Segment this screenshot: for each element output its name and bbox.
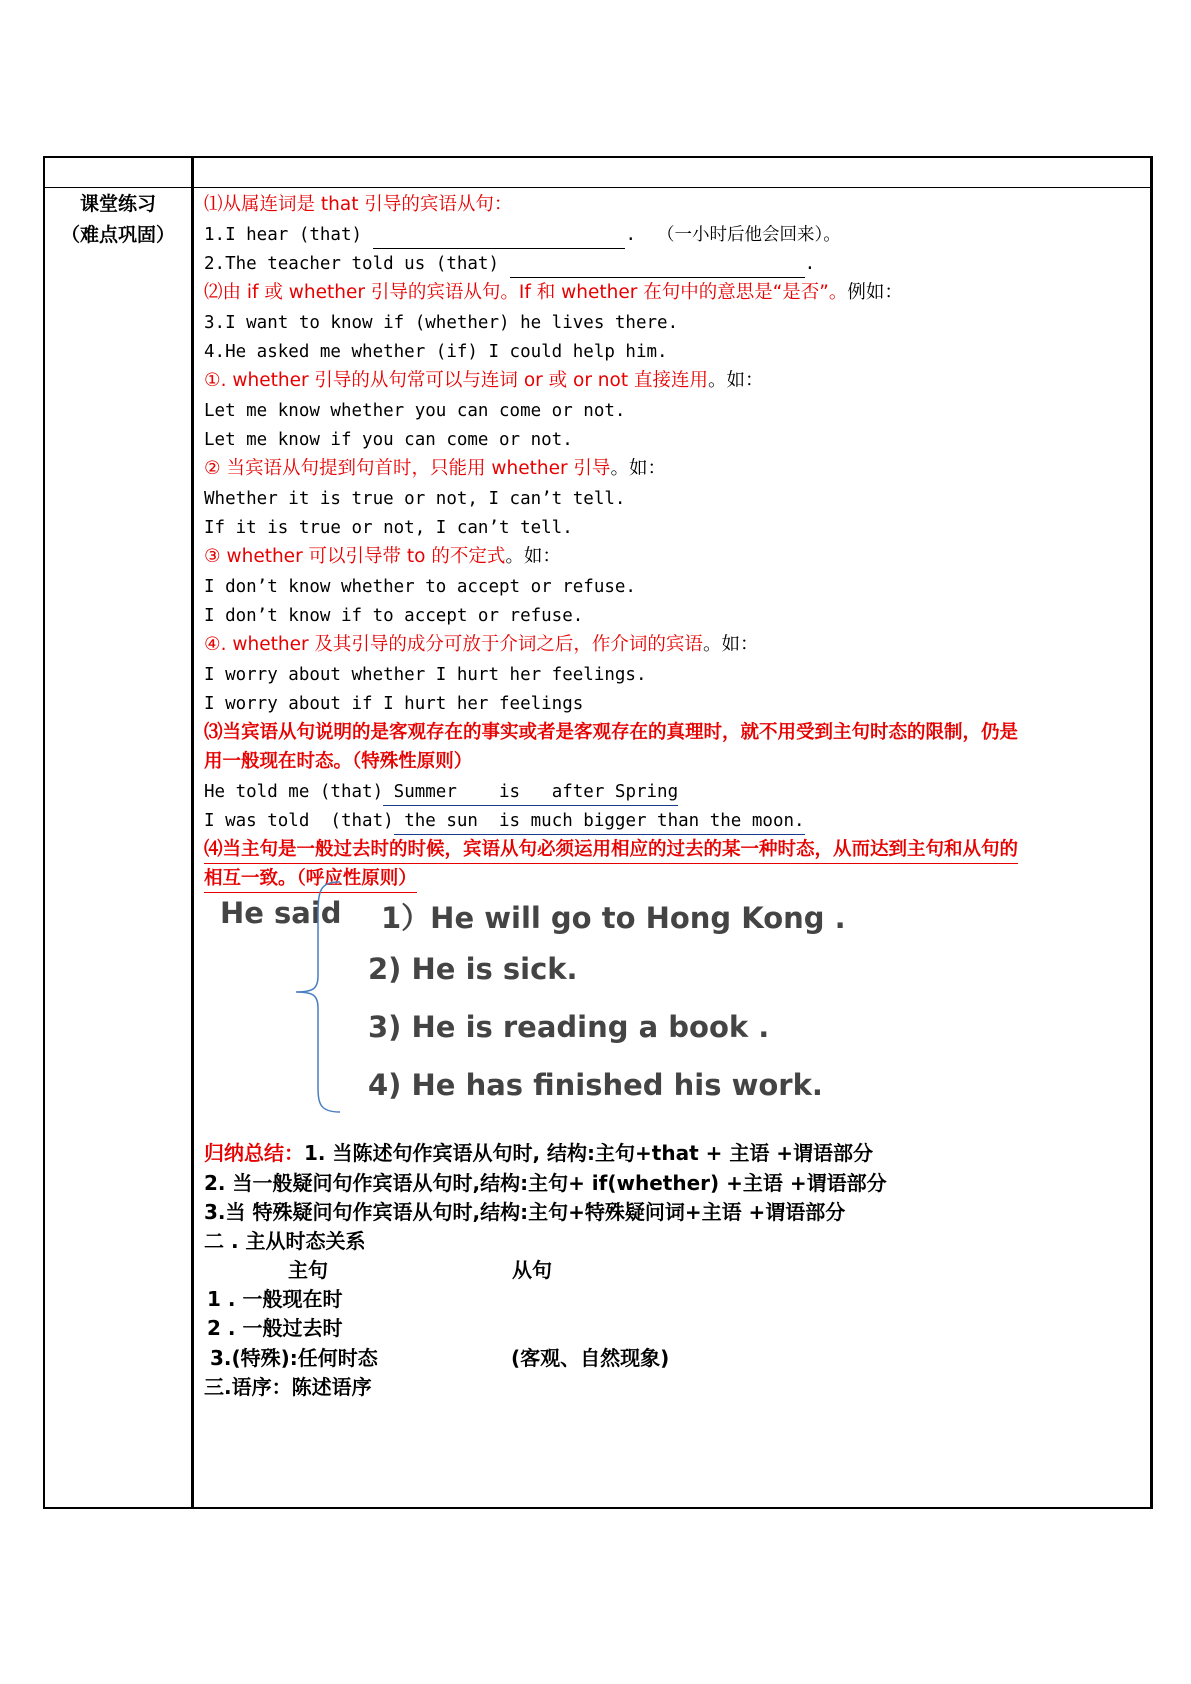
column-divider xyxy=(191,156,194,1509)
tense-header-main: 主句 xyxy=(288,1258,328,1282)
example-line-9: I don’t know whether to accept or refuse. xyxy=(204,577,636,597)
exercise-2-start: 2.The teacher told us (that) xyxy=(204,254,510,274)
heading-if-whether-text: ⑵由 if 或 whether 引导的宾语从句。If 和 whether 在句中的意思是“是否”。 xyxy=(204,282,848,303)
exercise-1-blank xyxy=(373,222,626,249)
tense-row-3-main: 3.(特殊):任何时态 xyxy=(210,1346,378,1370)
table-bottom-border xyxy=(43,1507,1153,1509)
rule-1-tail: 。如： xyxy=(707,370,764,391)
heading-agreement-rule-line1 xyxy=(204,837,1018,864)
tense-header-sub: 从句 xyxy=(512,1258,552,1282)
example-line-7: Whether it is true or not, I can’t tell. xyxy=(204,489,626,509)
heading-if-whether-tail: 例如： xyxy=(847,282,903,303)
example-line-3: 3.I want to know if (whether) he lives there. xyxy=(204,313,679,333)
summary-word-order: 三.语序：陈述语序 xyxy=(204,1375,372,1399)
agreement-rule-line1-text: ⑷当主句是一般过去时的时候，宾语从句必须运用相应的过去的某一种时态，从而达到主句和从句的 xyxy=(204,837,1018,864)
summary-line-3: 3.当 特殊疑问句作宾语从句时,结构:主句+特殊疑问词+主语 +谓语部分 xyxy=(204,1200,846,1224)
exercise-2-blank xyxy=(510,251,805,278)
rule-2-text: ② 当宾语从句提到句首时，只能用 whether 引导 xyxy=(204,458,611,479)
exercise-1-end: . （一小时后他会回来）。 xyxy=(625,225,841,245)
rule-3-text: ③ whether 可以引导带 to 的不定式 xyxy=(204,546,506,567)
summary-line-1-text: 1. 当陈述句作宾语从句时, 结构:主句+that + 主语 +谓语部分 xyxy=(304,1141,874,1165)
rule-4-tail: 。如： xyxy=(702,634,759,655)
summary-line-4: 二 . 主从时态关系 xyxy=(204,1229,366,1253)
tense-row-1: 1 . 一般现在时 xyxy=(207,1287,343,1311)
exercise-line-2 xyxy=(204,251,815,278)
summary-heading: 归纳总结： xyxy=(204,1141,304,1165)
table-left-border xyxy=(43,156,45,1509)
summary-line-1 xyxy=(204,1140,873,1166)
table-top-border xyxy=(43,156,1153,158)
exercise-2-end: . xyxy=(804,254,816,274)
example-sentence-4: 4) He has finished his work. xyxy=(368,1068,823,1102)
agreement-rule-line2-text: 相互一致。（呼应性原则） xyxy=(204,866,417,893)
rule-4-text: ④. whether 及其引导的成分可放于介词之后，作介词的宾语 xyxy=(204,634,703,655)
rule-1-text: ①. whether 引导的从句常可以与连词 or 或 or not 直接连用 xyxy=(204,370,708,391)
heading-that-clause: ⑴从属连词是 that 引导的宾语从句： xyxy=(204,194,513,215)
example-14-underlined: the sun is much bigger than the moon. xyxy=(394,808,805,835)
example-line-12: I worry about if I hurt her feelings xyxy=(204,694,584,714)
example-line-14 xyxy=(204,808,805,835)
example-line-10: I don’t know if to accept or refuse. xyxy=(204,606,584,626)
heading-if-whether xyxy=(204,280,903,306)
exercise-1-start: 1.I hear (that) xyxy=(204,225,373,245)
label-line2: （难点巩固） xyxy=(60,224,175,246)
curly-brace xyxy=(288,876,348,1116)
rule-1 xyxy=(204,368,764,394)
row-divider xyxy=(43,187,1153,188)
example-line-13 xyxy=(204,779,678,806)
example-14-start: I was told (that) xyxy=(204,811,394,831)
example-13-start: He told me (that) xyxy=(204,782,384,802)
tense-row-2: 2 . 一般过去时 xyxy=(207,1316,343,1340)
exercise-line-1 xyxy=(204,222,841,249)
section-label xyxy=(43,189,193,251)
example-line-5: Let me know whether you can come or not. xyxy=(204,401,626,421)
example-sentence-1: 1）He will go to Hong Kong . xyxy=(381,901,846,935)
rule-4 xyxy=(204,632,758,658)
example-line-8: If it is true or not, I can’t tell. xyxy=(204,518,573,538)
worksheet-table xyxy=(43,156,1153,1509)
heading-special-rule-line2: 用一般现在时态。（特殊性原则） xyxy=(204,751,473,772)
example-line-11: I worry about whether I hurt her feelings. xyxy=(204,665,647,685)
example-sentence-2: 2) He is sick. xyxy=(368,952,578,986)
example-sentence-3: 3) He is reading a book . xyxy=(368,1010,770,1044)
example-line-4: 4.He asked me whether (if) I could help him. xyxy=(204,342,668,362)
rule-2-tail: 。如： xyxy=(610,458,666,479)
example-13-underlined: Summer is after Spring xyxy=(383,779,678,806)
table-right-border xyxy=(1150,156,1153,1509)
curly-brace-path xyxy=(296,882,340,1112)
summary-line-2: 2. 当一般疑问句作宾语从句时,结构:主句+ if(whether) +主语 +谓语部分 xyxy=(204,1171,887,1195)
tense-row-3-sub: (客观、自然现象) xyxy=(511,1346,670,1370)
rule-3 xyxy=(204,544,561,570)
he-said-lead: He said xyxy=(220,896,342,930)
example-line-6: Let me know if you can come or not. xyxy=(204,430,573,450)
rule-2 xyxy=(204,456,666,482)
label-line1: 课堂练习 xyxy=(79,193,156,215)
rule-3-tail: 。如： xyxy=(505,546,561,567)
heading-special-rule-line1: ⑶当宾语从句说明的是客观存在的事实或者是客观存在的真理时，就不用受到主句时态的限制，仍是 xyxy=(204,722,1019,743)
